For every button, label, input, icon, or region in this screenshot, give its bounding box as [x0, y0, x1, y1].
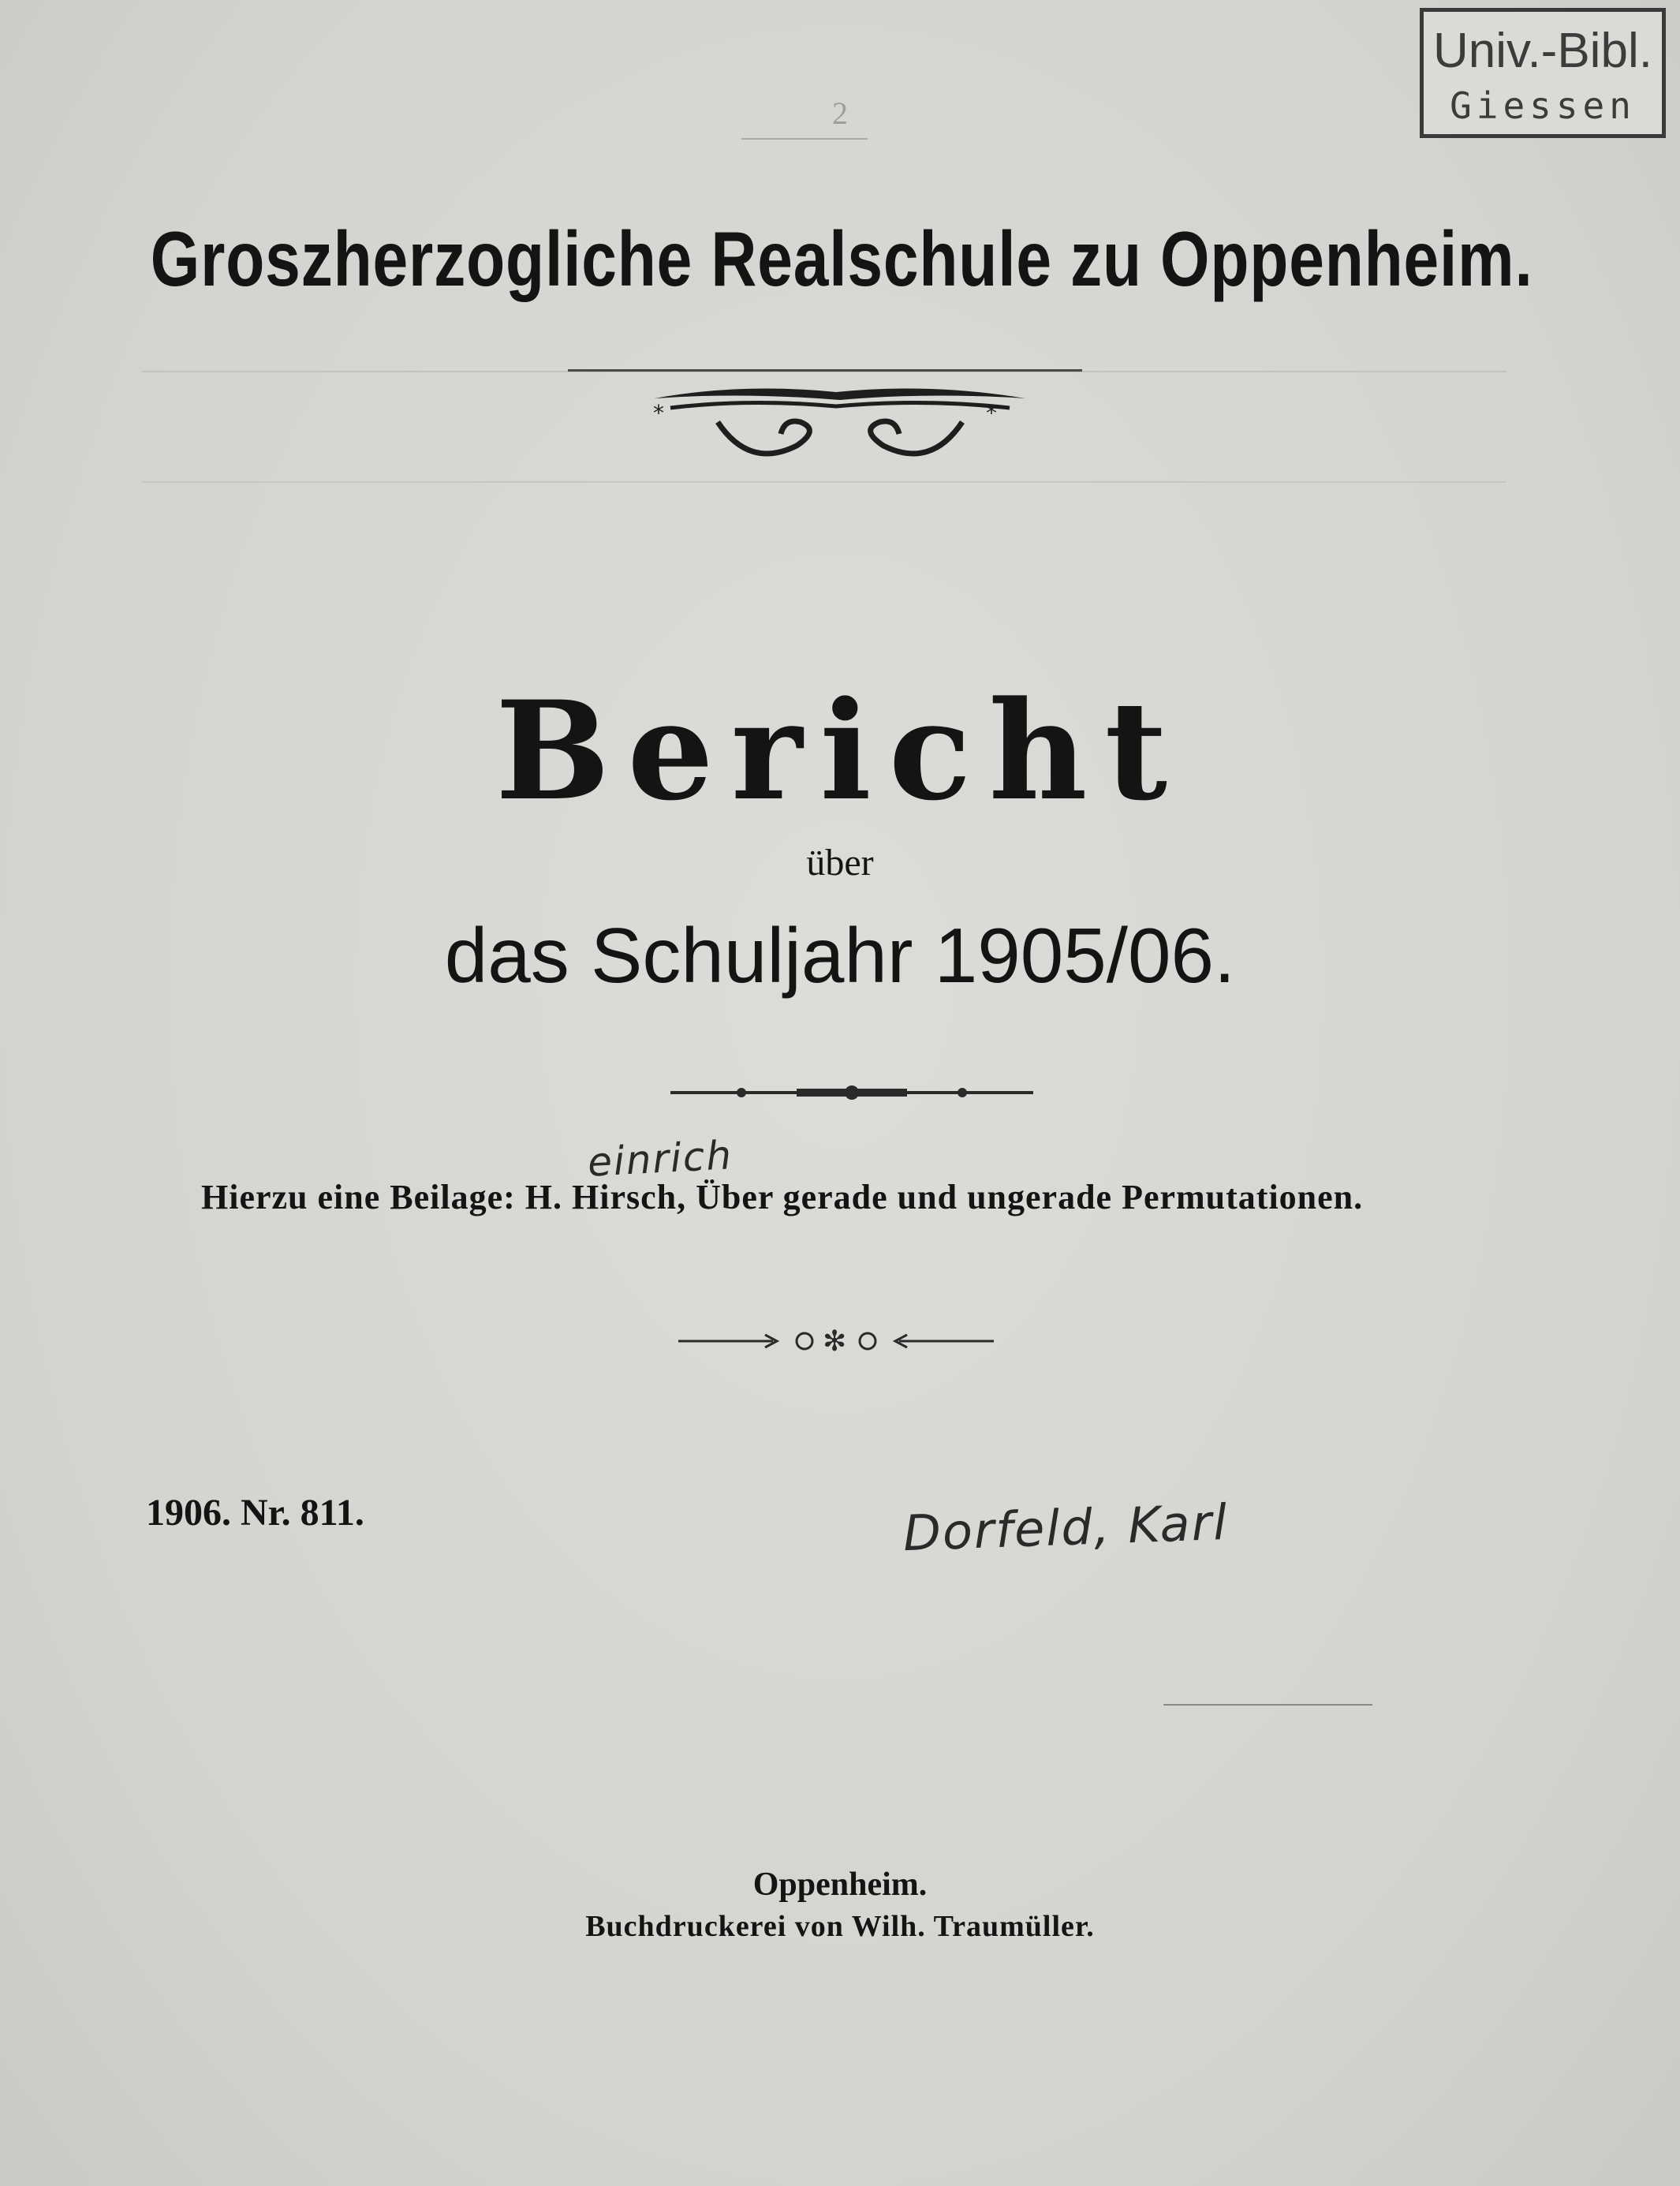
svg-text:*: *	[986, 400, 997, 426]
title-connector: über	[806, 842, 874, 884]
svg-text:✻: ✻	[823, 1325, 847, 1358]
supplement-note: Hierzu eine Beilage: H. Hirsch, Über gerade und ungerade Permutationen.	[201, 1178, 1364, 1216]
main-title: Bericht	[495, 671, 1185, 831]
page-number: 2	[832, 95, 848, 131]
decorative-rule-right	[1163, 1704, 1372, 1706]
ornament-rule-lower	[678, 1317, 994, 1365]
flourish-ornament-top	[623, 375, 1057, 477]
handwritten-author: Dorfeld, Karl	[902, 1493, 1230, 1563]
ornament-rule-top	[568, 369, 1082, 372]
stamp-line-2: Giessen	[1450, 84, 1636, 127]
ornament-rule-middle	[670, 1081, 1033, 1104]
handwritten-correction: einrich	[586, 1132, 734, 1186]
bleed-through-lines	[142, 481, 1506, 483]
page-number-rule	[741, 138, 868, 140]
school-year-title: das Schuljahr 1905/06.	[444, 912, 1236, 999]
stamp-line-1: Univ.-Bibl.	[1433, 24, 1652, 78]
imprint-place: Oppenheim.	[752, 1867, 928, 1903]
publication-number: 1906. Nr. 811.	[146, 1492, 364, 1534]
svg-text:*: *	[653, 400, 664, 426]
imprint-printer: Buchdruckerei von Wilh. Traumüller.	[585, 1910, 1095, 1943]
school-name: Groszherzogliche Realschule zu Oppenheim.	[150, 215, 1533, 302]
